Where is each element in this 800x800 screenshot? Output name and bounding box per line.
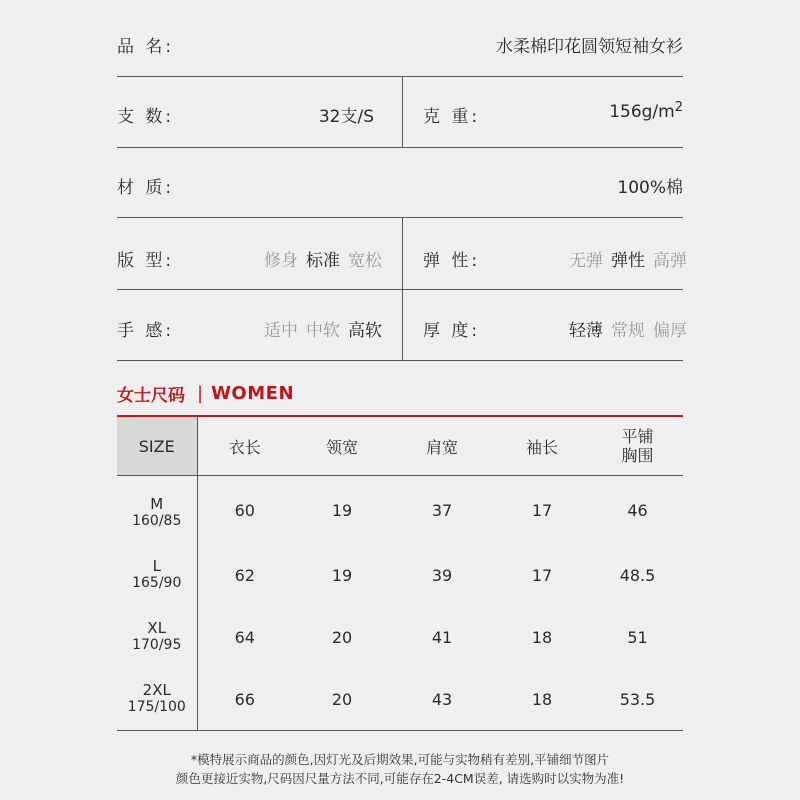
footnote-line-1: *模特展示商品的颜色,因灯光及后期效果,可能与实物稍有差别,平铺细节图片 (190, 752, 610, 767)
divider (117, 147, 683, 148)
column-divider (402, 218, 403, 289)
product-name-label: 品 名: (117, 37, 175, 57)
elasticity-option-elastic: 弹性 (611, 251, 645, 271)
size-chart-title-separator: | (197, 383, 204, 404)
size-cell: M 160/85 (117, 476, 197, 545)
yarn-count-value: 32支/S (318, 107, 374, 127)
value-cell: 43 (392, 668, 492, 731)
hand-feel-option-medium: 适中 (264, 321, 298, 341)
material-label: 材 质: (117, 178, 175, 198)
size-cell: 2XL 175/100 (117, 668, 197, 731)
table-row (117, 668, 683, 731)
value-cell: 18 (492, 668, 592, 731)
size-table-header-row (117, 416, 683, 476)
elasticity-label: 弹 性: (423, 251, 481, 271)
hand-feel-option-soft: 中软 (306, 321, 340, 341)
hand-feel-option-very-soft: 高软 (348, 321, 382, 341)
hand-feel-options (256, 316, 382, 341)
material-value: 100%棉 (617, 178, 683, 198)
elasticity-option-none: 无弹 (569, 251, 603, 271)
value-cell: 64 (234, 627, 255, 647)
divider (117, 289, 683, 290)
weight-value: $156g/m^2$ (609, 100, 683, 122)
value-cell: 17 (531, 565, 553, 585)
size-cell: L 165/90 (117, 544, 197, 606)
value-cell: 48.5 (619, 565, 656, 585)
value-cell: 20 (292, 668, 392, 731)
fit-options (256, 246, 382, 271)
value-cell: 20 (331, 627, 353, 647)
size-chart-title-en: WOMEN (211, 383, 295, 404)
value-cell: 18 (531, 627, 553, 647)
header-shoulder-width: 肩宽 (392, 416, 492, 476)
table-row (117, 606, 683, 668)
header-size: SIZE (117, 416, 197, 476)
thickness-option-thick: 偏厚 (653, 321, 687, 341)
value-cell: 53.5 (592, 668, 683, 731)
header-chest: 平铺 胸围 (592, 416, 683, 476)
value-cell: 19 (331, 565, 353, 585)
value-cell: 62 (234, 565, 255, 585)
fit-option-loose: 宽松 (348, 251, 382, 271)
fit-option-standard: 标准 (306, 251, 340, 271)
divider (117, 360, 683, 361)
header-collar-width: 领宽 (292, 416, 392, 476)
elasticity-options (561, 246, 687, 271)
value-cell: 39 (431, 565, 453, 585)
divider (117, 76, 683, 77)
value-cell: 46 (627, 500, 648, 520)
footnote-line-2: 颜色更接近实物,尺码因尺量方法不同,可能存在2-4CM误差, 请选购时以实物为准! (175, 771, 625, 786)
size-cell: XL 170/95 (117, 606, 197, 668)
footnote (0, 750, 800, 788)
value-cell: 41 (431, 627, 453, 647)
value-cell: 60 (234, 500, 255, 520)
fit-option-slim: 修身 (264, 251, 298, 271)
table-row (117, 544, 683, 606)
divider (117, 217, 683, 218)
value-cell: 51 (627, 627, 648, 647)
product-name-value: 水柔棉印花圆领短袖女衫 (496, 37, 683, 57)
thickness-options (561, 316, 687, 341)
elasticity-option-high: 高弹 (653, 251, 687, 271)
table-row (117, 476, 683, 545)
value-cell: 37 (431, 500, 453, 520)
yarn-count-label: 支 数: (117, 107, 175, 127)
hand-feel-label: 手 感: (117, 321, 175, 341)
column-divider (402, 290, 403, 360)
value-cell: 19 (331, 500, 353, 520)
value-cell: 66 (197, 668, 292, 731)
thickness-option-thin: 轻薄 (569, 321, 603, 341)
value-cell: 17 (531, 500, 553, 520)
fit-label: 版 型: (117, 251, 175, 271)
size-table (117, 415, 683, 731)
weight-label: 克 重: (423, 107, 481, 127)
size-chart-title-cn: 女士尺码 (117, 386, 185, 406)
thickness-option-regular: 常规 (611, 321, 645, 341)
column-divider (402, 77, 403, 147)
size-chart-title (117, 381, 294, 406)
header-length: 衣长 (197, 416, 292, 476)
thickness-label: 厚 度: (423, 321, 481, 341)
header-sleeve-length: 袖长 (492, 416, 592, 476)
